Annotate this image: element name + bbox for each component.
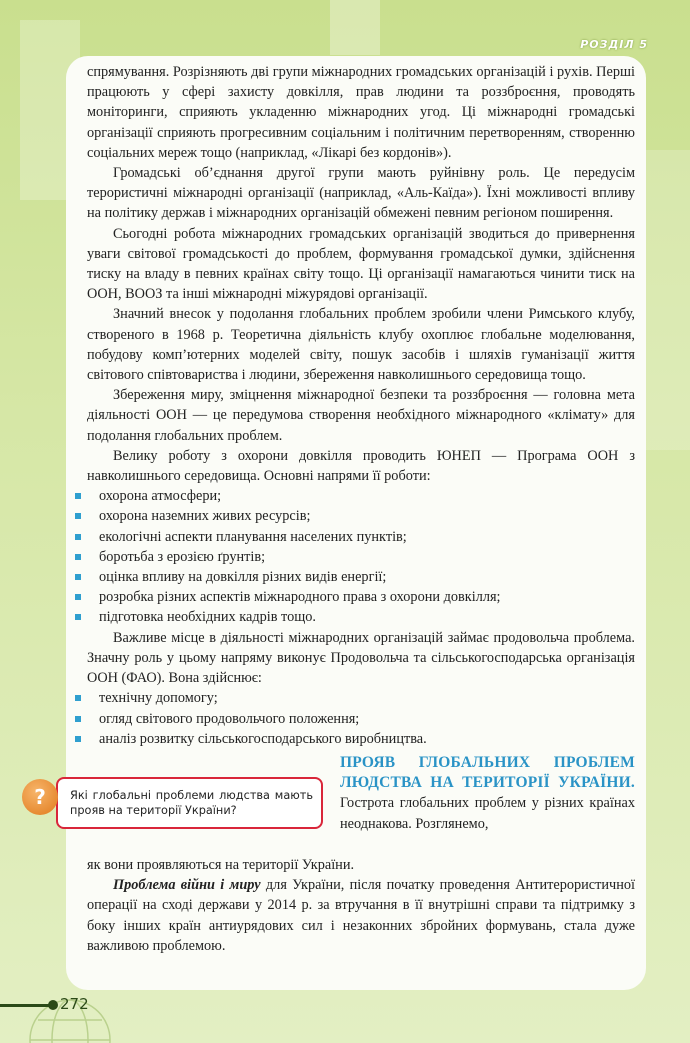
bullet-icon — [75, 716, 81, 722]
list-item: розробка різних аспектів міжнародного права з охорони довкілля; — [87, 587, 635, 607]
list-item: охорона атмосфери; — [87, 486, 635, 506]
bullet-icon — [75, 695, 81, 701]
list-item: боротьба з ерозією ґрунтів; — [87, 547, 635, 567]
paragraph: Велику роботу з охорони довкілля проводить ЮНЕП — Програма ООН з навколишнього середовища. Основні напрями її роботи: — [87, 447, 635, 485]
bullet-icon — [75, 493, 81, 499]
section-intro-text: Гострота глобальних проблем у різних країнах неоднакова. Розглянемо, — [340, 795, 635, 832]
section-intro — [340, 753, 635, 834]
bullet-icon — [75, 513, 81, 519]
paragraph: спрямування. Розрізняють дві групи міжнародних громадських організацій і рухів. Перші працюють у сфері захисту довкілля, прав людини та роззброєння, проводять моніторинги, сприяють укладенню міжнародних угод. Ці міжнародні громадські організації сприяють прогресивним соціальним і політичним перетворенням, створенню соціальних мереж тощо (наприклад, «Лікарі без кордонів»). — [87, 64, 635, 161]
section-split — [34, 753, 635, 855]
bullet-icon — [75, 534, 81, 540]
page-line — [0, 1004, 52, 1007]
paragraph — [87, 875, 635, 956]
paragraph: Сьогодні робота міжнародних громадських організацій зводиться до привернення уваги світової громадськості до проблем, формування громадської думки, здійснення тиску на владу в певних країнах світу тощо. Ці організації намагаються чинити тиск на ООН, ВООЗ та інші міжнародні міжурядові організації. — [87, 225, 635, 303]
section-label: РОЗДІЛ 5 — [580, 38, 648, 51]
bullet-icon — [75, 554, 81, 560]
page-number: 272 — [60, 995, 89, 1013]
text-content — [34, 62, 635, 956]
bullet-icon — [75, 594, 81, 600]
unep-list — [87, 486, 635, 627]
list-item: підготовка необхідних кадрів тощо. — [87, 607, 635, 627]
bullet-icon — [75, 574, 81, 580]
paragraph: Значний внесок у подолання глобальних проблем зробили члени Римського клубу, створеного в 1968 р. Теоретична діяльність клубу охоплює глобальне моделювання, побудову комп’ютерних моделей світу, пошук засобів і шляхів гуманізації життя світового співтовариства і людини, збереження навколишнього середовища тощо. — [87, 306, 635, 384]
paragraph-text: для України, після початку проведення Антитерористичної операції на сході держави у 2014 р. за втручання в її внутрішні справи та підтримку з боку інших країн антиурядових сил і незаконних збройних формувань, стала дуже важливою проблемою. — [87, 877, 635, 954]
bullet-icon — [75, 614, 81, 620]
paragraph: як вони проявляються на території України. — [87, 856, 355, 873]
paragraph: Збереження миру, зміцнення міжнародної безпеки та роззброєння — головна мета діяльності ООН — це передумова створення необхідного міжнародного «клімату» для подолання глобальних проблем. — [87, 387, 635, 444]
list-item: технічну допомогу; — [87, 688, 635, 708]
list-item: охорона наземних живих ресурсів; — [87, 506, 635, 526]
question-box — [34, 777, 323, 829]
list-item: аналіз розвитку сільськогосподарського виробництва. — [87, 729, 635, 749]
paragraph: Важливе місце в діяльності міжнародних організацій займає продовольча проблема. Значну роль у цьому напряму виконує Продовольча та сільськогосподарська організація ООН (ФАО). Вона здійснює: — [87, 629, 635, 687]
fao-list — [87, 688, 635, 749]
list-item: оцінка впливу на довкілля різних видів енергії; — [87, 567, 635, 587]
question-mark-icon: ? — [22, 779, 58, 815]
page-dot — [48, 1000, 58, 1010]
question-text: Які глобальні проблеми людства мають прояв на території України? — [70, 788, 313, 817]
list-item: екологічні аспекти планування населених пунктів; — [87, 527, 635, 547]
list-item: огляд світового продовольчого положення; — [87, 709, 635, 729]
paragraph: Громадські об’єднання другої групи мають руйнівну роль. Це передусім терористичні міжнародні організації (наприклад, «Аль-Каїда»). Їхні можливості впливу на політику держав і міжнародних організацій обмежені певним регіоном поширення. — [87, 165, 635, 222]
emphasis-lead: Проблема війни і миру — [113, 877, 261, 894]
bullet-icon — [75, 736, 81, 742]
section-heading: ПРОЯВ ГЛОБАЛЬНИХ ПРОБЛЕМ ЛЮДСТВА НА ТЕРИТОРІЇ УКРАЇНИ. — [340, 753, 635, 792]
